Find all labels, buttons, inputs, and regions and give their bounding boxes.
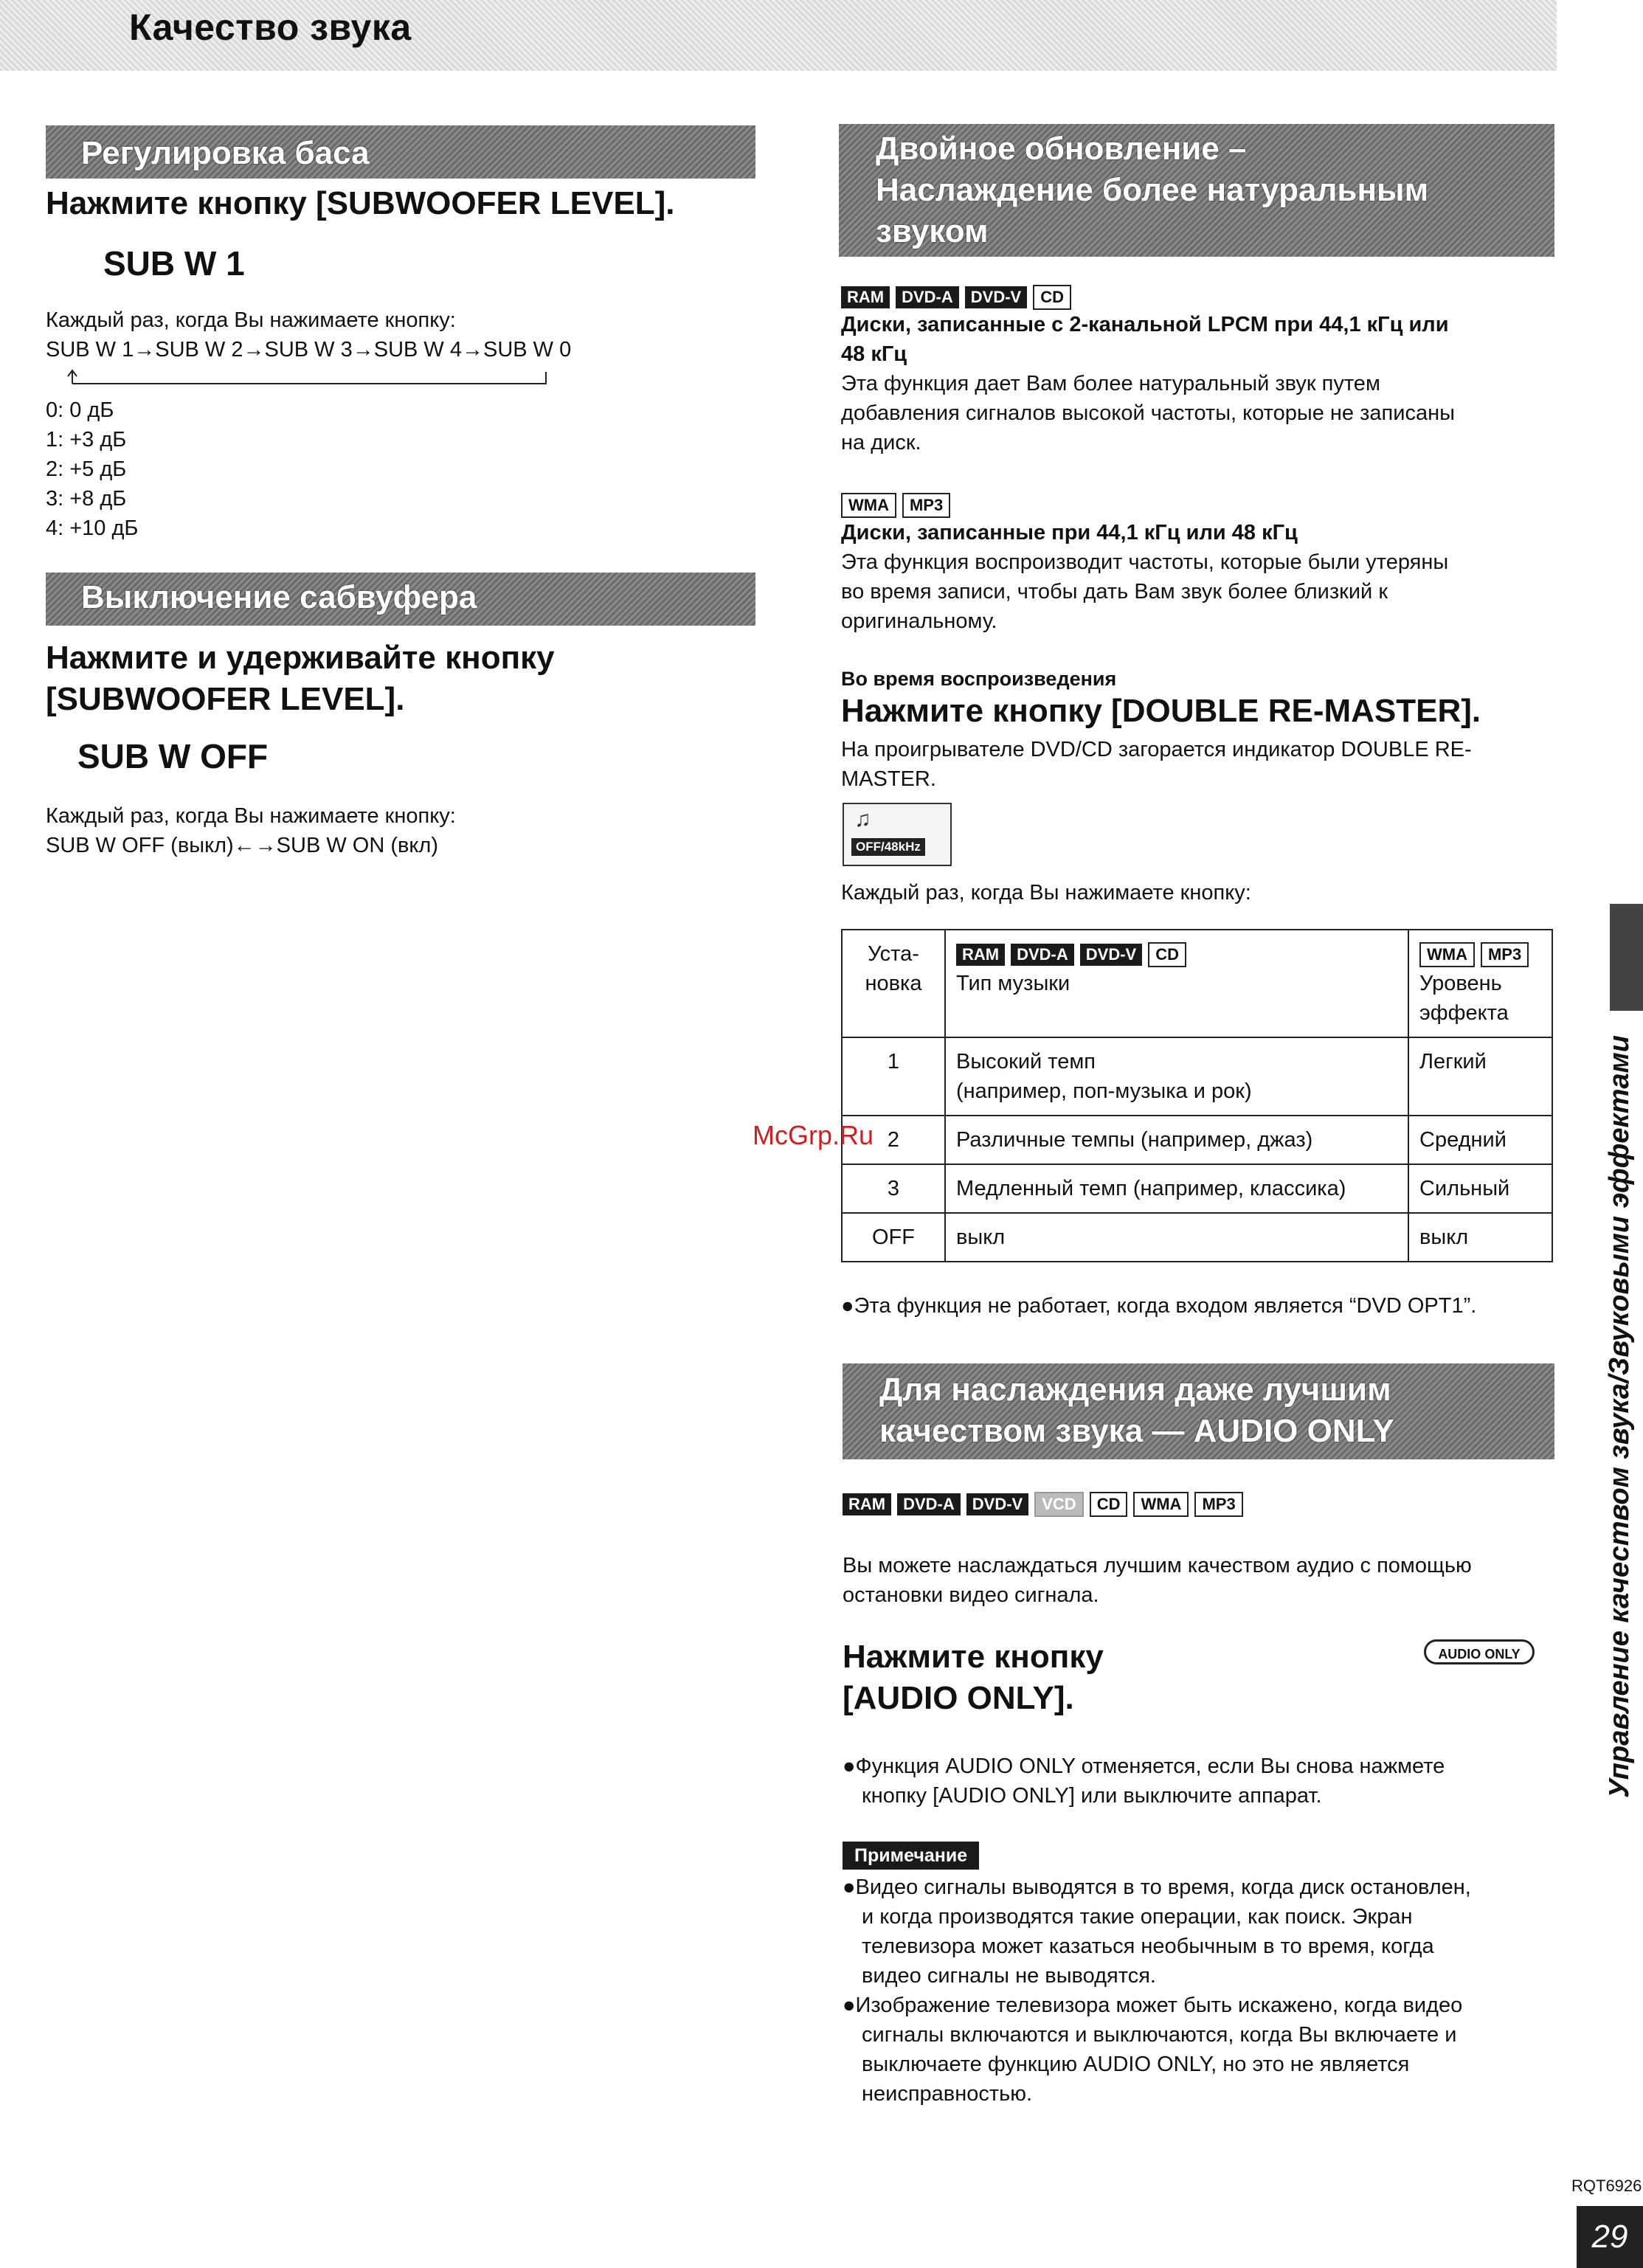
note-2-line-1: ●Изображение телевизора может быть искажено, когда видео (843, 1994, 1463, 2017)
bass-level-1: 1: +3 дБ (46, 428, 127, 452)
audio-only-bullet-2: кнопку [AUDIO ONLY] или выключите аппарат. (862, 1784, 1322, 1808)
row-effect: Легкий (1408, 1037, 1552, 1116)
audio-only-instruction-1: Нажмите кнопку (843, 1639, 1104, 1675)
badge-dvd-v: DVD-V (1080, 944, 1142, 966)
remaster-desc-1c: на диск. (841, 431, 921, 454)
row-music: Различные темпы (например, джаз) (945, 1116, 1408, 1164)
note-label: Примечание (843, 1842, 979, 1870)
sub-off-display: SUB W OFF (77, 737, 269, 775)
header-music-badges (956, 939, 1397, 969)
header-setting: Уста- новка (842, 930, 945, 1037)
badge-cd: CD (1090, 1492, 1128, 1517)
doc-code: RQT6926 (1571, 2177, 1642, 2195)
badge-ram: RAM (843, 1493, 891, 1515)
badge-ram: RAM (841, 286, 890, 308)
badge-dvd-a: DVD-A (897, 1493, 961, 1515)
remaster-disc-3: Диски, записанные при 44,1 кГц или 48 кГц (841, 521, 1298, 544)
sub-off-instruction-2: [SUBWOOFER LEVEL]. (46, 681, 405, 717)
audio-only-button-icon: AUDIO ONLY (1424, 1639, 1535, 1664)
bass-level-2: 2: +5 дБ (46, 457, 127, 481)
sub-off-heading-text: Выключение сабвуфера (81, 579, 477, 615)
badge-mp3: MP3 (1194, 1492, 1242, 1517)
remaster-badges-1 (841, 285, 1077, 310)
bass-levels (46, 395, 138, 543)
bass-heading-text: Регулировка баса (81, 135, 370, 171)
note-1-line-3: телевизора может казаться необычным в то время, когда (862, 1935, 1434, 1958)
remaster-indicator (841, 735, 1472, 794)
badge-dvd-a: DVD-A (896, 286, 959, 308)
bass-loop-arrow (66, 364, 553, 387)
note-2-line-3: выключаете функцию AUDIO ONLY, но это не является (862, 2053, 1410, 2076)
remaster-instruction: Нажмите кнопку [DOUBLE RE-MASTER]. (841, 693, 1481, 729)
audio-only-desc-2: остановки видео сигнала. (843, 1583, 1099, 1607)
remaster-desc-2b: во время записи, чтобы дать Вам звук более близкий к (841, 580, 1388, 604)
note-1-line-1: ●Видео сигналы выводятся в то время, когда диск остановлен, (843, 1875, 1471, 1899)
page-number: 29 (1577, 2206, 1643, 2268)
bass-display: SUB W 1 (103, 244, 245, 283)
header-effect (1408, 930, 1552, 1037)
bass-heading (46, 125, 755, 179)
watermark: McGrp.Ru (753, 1120, 874, 1150)
remaster-heading-3: звуком (876, 213, 989, 249)
sub-off-each-press: Каждый раз, когда Вы нажимаете кнопку: (46, 804, 456, 828)
sub-off-instruction-1: Нажмите и удерживайте кнопку (46, 640, 555, 676)
audio-only-instruction-2: [AUDIO ONLY]. (843, 1680, 1074, 1716)
table-row (842, 1116, 1552, 1164)
badge-ram: RAM (956, 944, 1005, 966)
row-effect: выкл (1408, 1213, 1552, 1262)
table-row (842, 1213, 1552, 1262)
page-title: Качество звука (129, 7, 412, 48)
remaster-heading (839, 124, 1554, 257)
audio-only-desc-1: Вы можете наслаждаться лучшим качеством аудио с помощью (843, 1554, 1472, 1577)
badge-wma: WMA (1133, 1492, 1189, 1517)
row-music: Медленный темп (например, классика) (945, 1164, 1408, 1213)
audio-only-heading (843, 1363, 1554, 1459)
row-setting: OFF (842, 1213, 945, 1262)
table-row (842, 1164, 1552, 1213)
sub-off-sequence: SUB W OFF (выкл)←→SUB W ON (вкл) (46, 834, 438, 857)
sidebar-tab (1610, 904, 1643, 1011)
remaster-desc-2 (841, 547, 1448, 636)
audio-only-instruction (843, 1636, 1104, 1719)
sub-off-heading (46, 573, 755, 626)
remaster-indicator-icon (843, 803, 952, 866)
badge-wma: WMA (1419, 942, 1475, 967)
badge-mp3: MP3 (1481, 942, 1529, 967)
remaster-desc-1b: добавления сигналов высокой частоты, которые не записаны (841, 401, 1455, 425)
remaster-wave-icon: ♫ (854, 807, 871, 832)
remaster-each-press: Каждый раз, когда Вы нажимаете кнопку: (841, 881, 1251, 905)
remaster-heading-2: Наслаждение более натуральным (876, 172, 1429, 208)
remaster-disc-2: 48 кГц (841, 342, 907, 366)
bass-level-4: 4: +10 дБ (46, 516, 139, 540)
sidebar-label (1579, 1018, 1638, 1815)
note-2-line-2: сигналы включаются и выключаются, когда Вы включаете и (862, 2023, 1457, 2047)
row-effect: Средний (1408, 1116, 1552, 1164)
bass-level-3: 3: +8 дБ (46, 487, 127, 511)
table-row (842, 1037, 1552, 1116)
audio-only-heading-1: Для наслаждения даже лучшим (879, 1372, 1391, 1408)
header-effect-label: Уровень эффекта (1419, 972, 1509, 1025)
effect-table (841, 929, 1553, 1262)
remaster-desc-1 (841, 369, 1455, 457)
remaster-indicator-2: MASTER. (841, 767, 936, 791)
note-1-line-4: видео сигналы не выводятся. (862, 1964, 1156, 1988)
badge-cd: CD (1033, 285, 1071, 310)
badge-dvd-a: DVD-A (1011, 944, 1074, 966)
remaster-badges-2 (841, 493, 956, 518)
remaster-desc-2a: Эта функция воспроизводит частоты, которые были утеряны (841, 550, 1449, 574)
badge-vcd: VCD (1034, 1492, 1083, 1517)
audio-only-desc (843, 1551, 1472, 1610)
badge-dvd-v: DVD-V (966, 1493, 1028, 1515)
badge-dvd-v: DVD-V (965, 286, 1027, 308)
bass-each-press: Каждый раз, когда Вы нажимаете кнопку: (46, 308, 456, 332)
row-setting: 3 (842, 1164, 945, 1213)
row-music: выкл (945, 1213, 1408, 1262)
bass-instruction: Нажмите кнопку [SUBWOOFER LEVEL]. (46, 185, 675, 221)
sidebar-label-text: Управление качеством звука/Звуковыми эффектами (1604, 1035, 1635, 1798)
bass-level-0: 0: 0 дБ (46, 398, 114, 422)
header-music (945, 930, 1408, 1037)
header-effect-badges (1419, 939, 1541, 969)
row-effect: Сильный (1408, 1164, 1552, 1213)
header-music-label: Тип музыки (956, 972, 1070, 995)
remaster-indicator-1: На проигрывателе DVD/CD загорается индикатор DOUBLE RE- (841, 738, 1472, 761)
note-1-line-2: и когда производятся такие операции, как поиск. Экран (862, 1905, 1413, 1929)
row-setting: 2 (842, 1116, 945, 1164)
badge-mp3: MP3 (902, 493, 950, 518)
row-music: Высокий темп (например, поп-музыка и рок) (945, 1037, 1408, 1116)
remaster-icon-label: OFF/48kHz (851, 838, 925, 856)
remaster-during-play: Во время воспроизведения (841, 668, 1117, 690)
audio-only-badges (843, 1492, 1249, 1517)
note-2-line-4: неисправностью. (862, 2082, 1033, 2106)
remaster-desc-1a: Эта функция дает Вам более натуральный звук путем (841, 372, 1380, 395)
audio-only-bullet-1: ●Функция AUDIO ONLY отменяется, если Вы снова нажмете (843, 1754, 1445, 1778)
remaster-desc-2c: оригинальному. (841, 609, 997, 633)
badge-cd: CD (1148, 942, 1186, 967)
table-header-row (842, 930, 1552, 1037)
remaster-disc-1: Диски, записанные с 2-канальной LPCM при 44,1 кГц или (841, 313, 1449, 336)
audio-only-bullet (843, 1752, 1445, 1811)
remaster-table-note: ●Эта функция не работает, когда входом является “DVD OPT1”. (841, 1294, 1477, 1318)
badge-wma: WMA (841, 493, 896, 518)
row-setting: 1 (842, 1037, 945, 1116)
audio-only-heading-2: качеством звука — AUDIO ONLY (879, 1413, 1394, 1449)
audio-only-notes (843, 1873, 1471, 2109)
bass-sequence: SUB W 1→SUB W 2→SUB W 3→SUB W 4→SUB W 0 (46, 338, 572, 362)
remaster-heading-1: Двойное обновление – (876, 131, 1247, 167)
